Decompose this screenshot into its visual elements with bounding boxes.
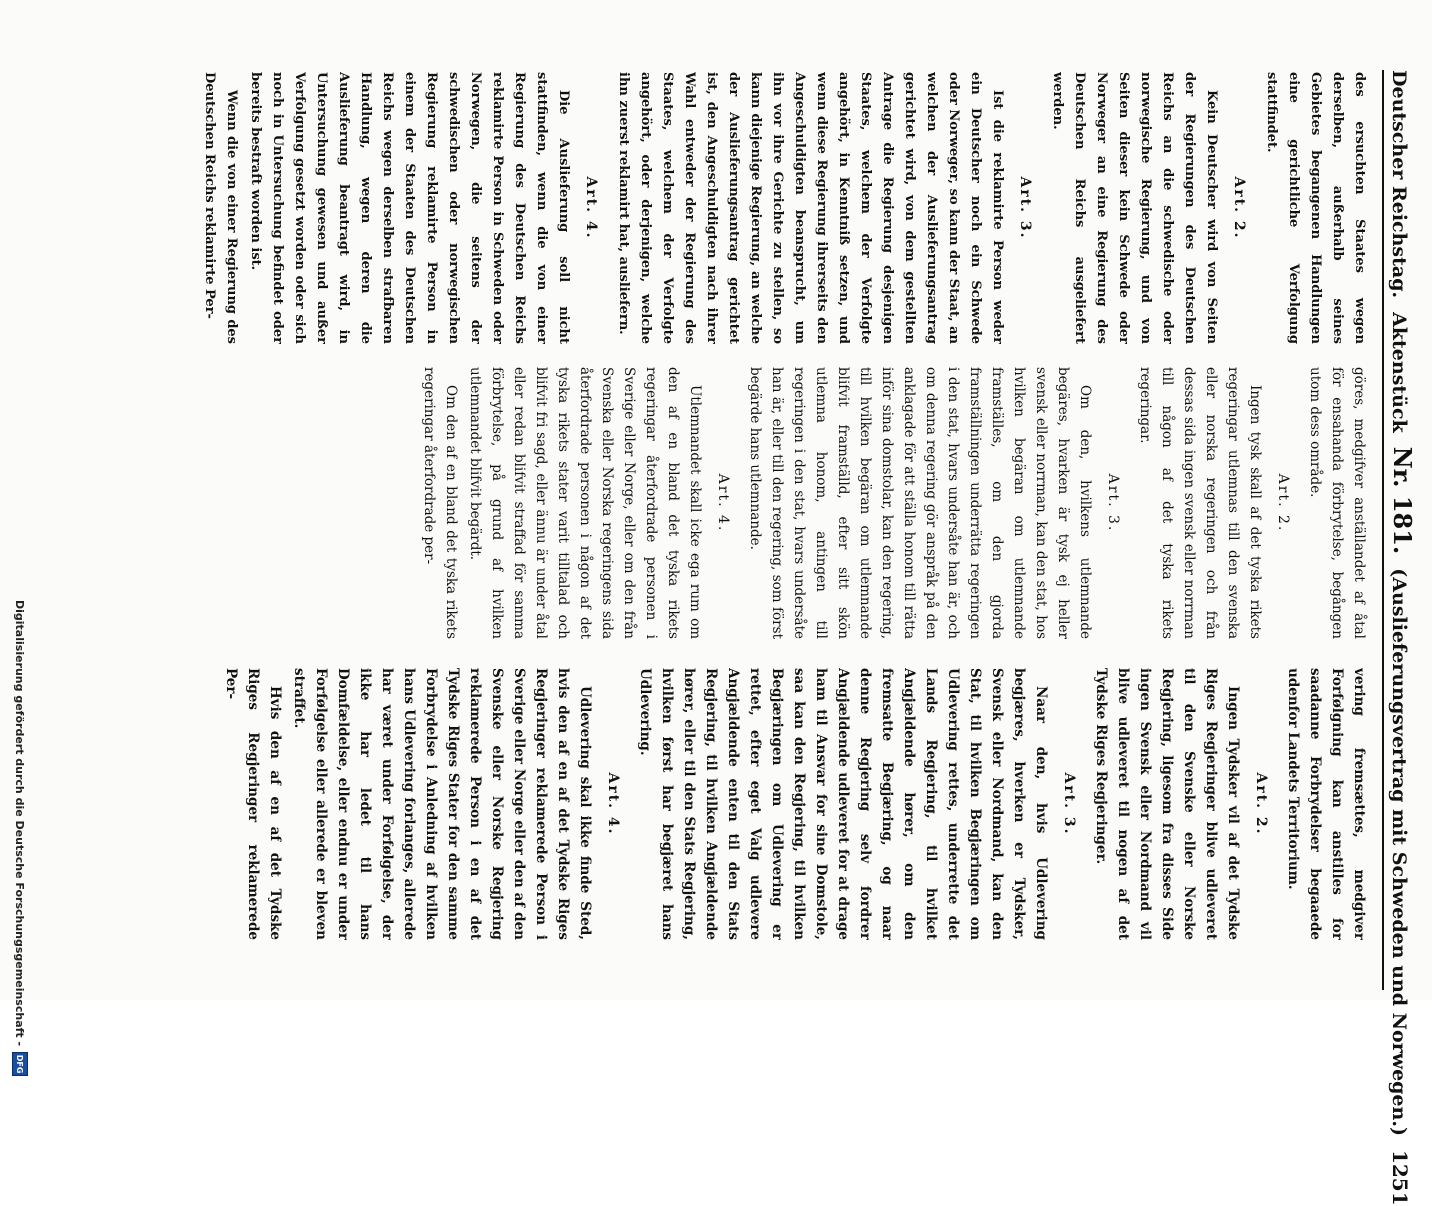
german-paragraph-3: Ist die reklamirte Person weder ein Deutscher noch ein Schwede oder Norweger, so kann der Staat, an welchen der Auslieferungsantrag gerichtet wird, von dem gestellten Antrage die Regierung desjenigen Staates, welchem der Verfolgte angehört, in Kenntniß setzen, und wenn diese Regierung ihrerseits den Angeschuldigten beansprucht, um ihn vor ihre Gerichte zu stellen, so kann diejenige Regierung, an welche der Auslieferungsantrag gerichtet ist, den Angeschuldigten nach ihrer Wahl entweder der Regierung des Staates, welchem der Verfolgte angehört, oder derjenigen, welche ihn zuerst reklamirt hat, ausliefern.: [616, 72, 1005, 344]
danish-paragraph-1: vering fremsættes, medgiver Forfølgning kan anstilles for saadanne Forbrydelser begaaede udenfor Landets Territorium.: [1285, 668, 1367, 940]
credit-text: Digitalisierung gefördert durch die Deutsche Forschungsgemeinschaft -: [13, 600, 27, 1047]
digitization-credit: [10, 600, 30, 1076]
swedish-article-4-heading: Art. 4.: [715, 473, 731, 533]
dfg-logo: DFG: [12, 1052, 28, 1076]
swedish-article-3-heading: Art. 3.: [1105, 473, 1121, 533]
german-article-2-heading: Art. 2.: [1231, 176, 1247, 240]
german-article-4-heading: Art. 4.: [583, 176, 599, 240]
german-paragraph-5: Wenn die von einer Regierung des Deutschen Reichs reklamirte Per-: [202, 72, 239, 344]
swedish-paragraph-2: Ingen tysk skall af det tyska rikets regeringar utlemnas till den svenska eller norska regeringen och från dessas sida ingen svensk eller norrman till någon af det tyska rikets regeringar.: [1137, 367, 1263, 639]
danish-article-3-heading: Art. 3.: [1061, 772, 1077, 836]
swedish-paragraph-4: Utlemnandet skall icke ega rum om den af en bland det tyska rikets regeringar återfordrade personen i Sverige eller Norge, eller om den från Svenska eller Norska regeringens sida återfordrade personen i någon af det tyska rikets stater varit tilltalad och blifvit fri sagd, eller ännu är under åtal eller redan blifvit straffad för samma förbrytelse, på grund af hvilken utlemnandet blifvit begärdt.: [467, 367, 703, 639]
column-swedish: [195, 367, 1370, 639]
swedish-article-2-heading: Art. 2.: [1275, 473, 1291, 533]
swedish-paragraph-5: Om den af en bland det tyska rikets regeringar återfordrade per-: [421, 367, 459, 639]
column-german: [195, 72, 1370, 344]
danish-paragraph-2: Ingen Tydsker vil af det Tydske Riges Regjeringer blive udleveret til den Svenske eller Norske Regjering, ligesom fra disses Side ingen Svensk eller Nordmand vil blive udleveret til nogen af det Tydske Riges Regjeringer.: [1093, 668, 1241, 940]
column-danish-norwegian: [195, 668, 1370, 940]
danish-paragraph-3: Naar den, hvis Udlevering begjæres, hverken er Tydsker, Svensk eller Nordmand, kan den Stat, til hvilken Begjæringen om Udlevering rettes, underrette det Lands Regjering, til hvilket Angjældende hører, om den fremsatte Begjæring, og naar denne Regjering selv fordrer Angjældende udleveret for at drage ham til Ansvar for sine Domstole, saa kan den Regjering, til hvilken Begjæringen om Udlevering er rettet, efter eget Valg udlevere Angjældende enten til den Stats Regjering, til hvilken Angjældende hører, eller til den Stats Regjering, hvilken først har begjæret hans Udlevering.: [637, 668, 1049, 940]
header-document-number: Nr. 181.: [1388, 446, 1417, 555]
header-left: Deutscher Reichstag.: [1388, 70, 1410, 299]
danish-paragraph-4: Udlevering skal ikke finde Sted, hvis den af en af det Tydske Riges Regjeringer reklamerede Person i Sverige eller Norge eller den af den Svenske eller Norske Regjering reklamerede Person i en af det Tydske Riges Stater for den samme Forbrydelse i Anledning af hvilken hans Udlevering forlanges, allerede har været under Forfølgelse, der ikke har ledet til hans Domfældelse, eller endnu er under Forfølgelse eller allerede er bleven straffet.: [291, 668, 593, 940]
page-number: 1251: [1388, 1149, 1412, 1206]
german-paragraph-1: des ersuchten Staates wegen derselben, außerhalb seines Gebietes begangenen Handlungen eine gerichtliche Verfolgung stattfindet.: [1264, 72, 1367, 344]
danish-article-4-heading: Art. 4.: [605, 772, 621, 836]
german-paragraph-4: Die Auslieferung soll nicht stattfinden, wenn die von einer Regierung des Deutschen Reichs reklamirte Person in Schweden oder Norwegen, die seitens der schwedischen oder norwegischen Regierung reklamirte Person in einem der Staaten des Deutschen Reichs wegen derselben strafbaren Handlung, wegen deren die Auslieferung beantragt wird, in Untersuchung gewesen und außer Verfolgung gesetzt worden oder sich noch in Untersuchung befindet oder bereits bestraft worden ist.: [248, 72, 571, 344]
header-middle: Aktenstück: [1388, 312, 1410, 433]
page-header: [1382, 70, 1426, 1206]
german-article-3-heading: Art. 3.: [1017, 176, 1033, 240]
danish-article-2-heading: Art. 2.: [1253, 772, 1269, 836]
german-paragraph-2: Kein Deutscher wird von Seiten der Regierungen des Deutschen Reichs an die schwedische oder norwegische Regierung, und von Seiten dieser kein Schwede oder Norweger an eine Regierung des Deutschen Reichs ausgeliefert werden.: [1050, 72, 1219, 344]
swedish-paragraph-3: Om den, hvilkens utlemnande begäres, hvarken är tysk ej heller svensk eller norrman, kan den stat, hos hvilken begäran om utlemnande framställes, om den gjorda framställningen underrätta regeringen i den stat, hvars undersåte han är, och om denna regering gör anspråk på den anklagade för att ställa honom till rätta inför sina domstolar, kan den regering, till hvilken begäran om utlemnande blifvit framställd, efter sitt skön utlemna honom, antingen till regeringen i den stat, hvars undersåte han är, eller till den regering, som först begärde hans utlemnande.: [747, 367, 1093, 639]
header-right: (Auslieferungsvertrag mit Schweden und Norwegen.): [1388, 568, 1410, 1136]
danish-paragraph-5: Hvis den af en af det Tydske Riges Regjeringer reklamerede Per-: [223, 668, 283, 940]
swedish-paragraph-1: göres, medgifver anställandet af åtal för ensahanda förbrytelse, begången utom dess område.: [1307, 367, 1367, 639]
